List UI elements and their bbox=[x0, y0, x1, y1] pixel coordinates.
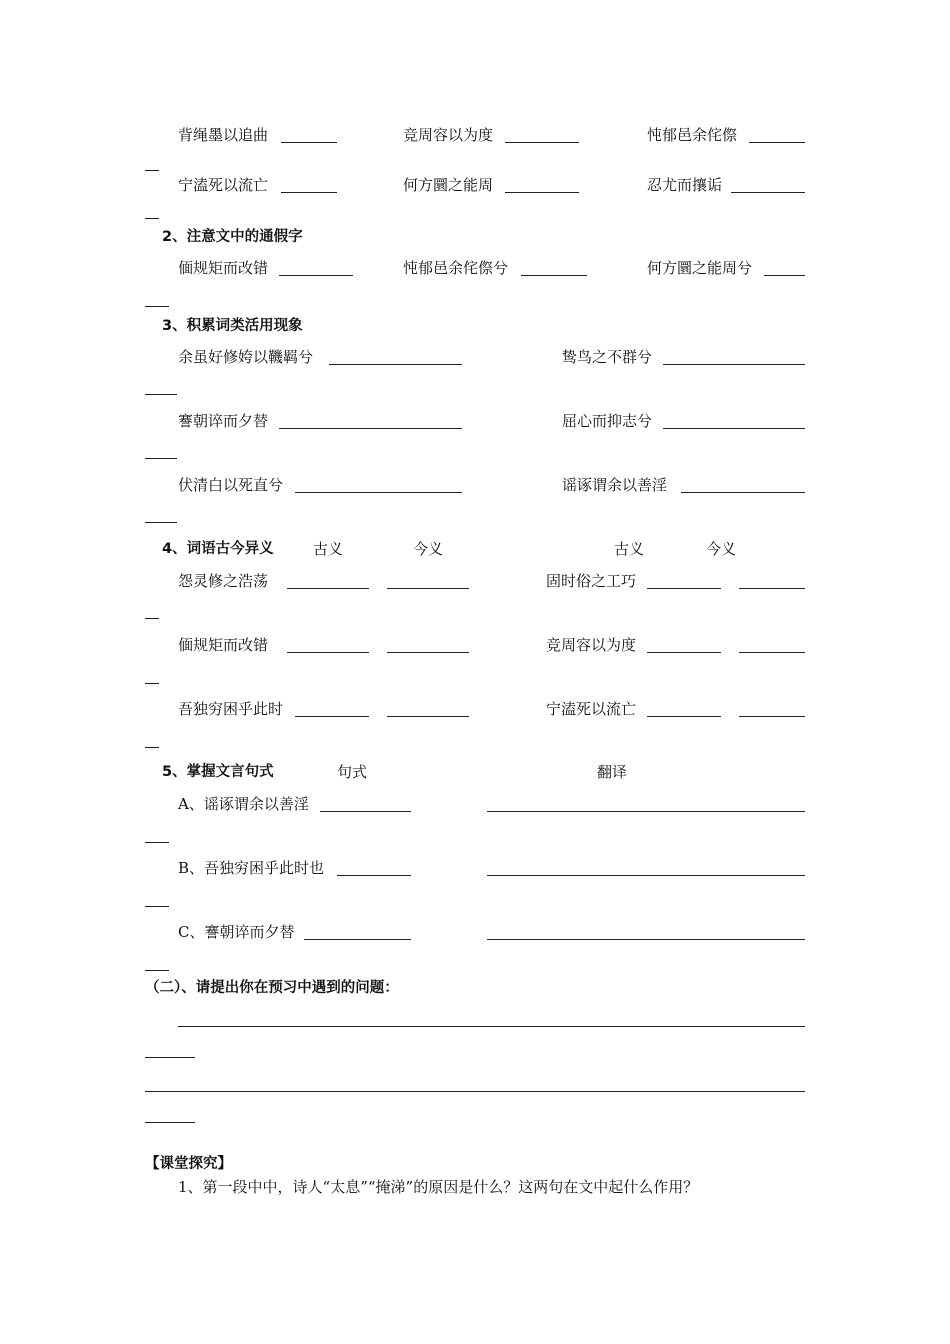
classroom-heading: 【课堂探究】 bbox=[145, 1156, 232, 1172]
section3-heading: 3、积累词类活用现象 bbox=[162, 318, 303, 334]
answer-line-overflow[interactable] bbox=[145, 1057, 195, 1058]
blank[interactable] bbox=[279, 275, 353, 276]
s3-item6: 谣诼谓余以善淫 bbox=[562, 476, 668, 494]
blank[interactable] bbox=[663, 428, 805, 429]
blank[interactable] bbox=[295, 492, 462, 493]
blank-overflow[interactable] bbox=[145, 683, 159, 684]
blank-overflow[interactable] bbox=[145, 970, 169, 971]
blank-ancient[interactable] bbox=[287, 588, 369, 589]
blank-overflow[interactable] bbox=[145, 842, 169, 843]
blank[interactable] bbox=[281, 192, 337, 193]
word: 宁溘死以流亡 bbox=[178, 176, 269, 194]
blank[interactable] bbox=[663, 364, 805, 365]
blank[interactable] bbox=[731, 192, 805, 193]
section2-heading: 2、注意文中的通假字 bbox=[162, 229, 303, 245]
blank-overflow[interactable] bbox=[145, 394, 177, 395]
blank[interactable] bbox=[505, 192, 579, 193]
blank-ancient[interactable] bbox=[287, 652, 369, 653]
blank-overflow[interactable] bbox=[145, 747, 159, 748]
blank[interactable] bbox=[281, 142, 337, 143]
s5-item-a: A、谣诼谓余以善淫 bbox=[178, 795, 309, 813]
blank-ancient[interactable] bbox=[647, 716, 721, 717]
blank-pattern[interactable] bbox=[304, 939, 411, 940]
col-ancient-right: 古义 bbox=[614, 540, 645, 558]
blank-translation[interactable] bbox=[487, 811, 805, 812]
s3-item4: 屈心而抑志兮 bbox=[562, 412, 653, 430]
blank-ancient[interactable] bbox=[647, 588, 721, 589]
s1-row1-item2 bbox=[403, 125, 493, 145]
s4-item4: 竞周容以为度 bbox=[546, 636, 637, 654]
col-modern-right: 今义 bbox=[706, 540, 737, 558]
blank-overflow[interactable] bbox=[145, 306, 169, 307]
blank[interactable] bbox=[681, 492, 805, 493]
blank-translation[interactable] bbox=[487, 939, 805, 940]
word: 忳郁邑余侘傺 bbox=[647, 126, 738, 144]
s1-row2-item3 bbox=[647, 175, 722, 195]
s4-item1: 怨灵修之浩荡 bbox=[178, 572, 269, 590]
blank-overflow[interactable] bbox=[145, 458, 177, 459]
blank-modern[interactable] bbox=[739, 716, 805, 717]
s1-row2-item2 bbox=[403, 175, 493, 195]
s1-row1-item3 bbox=[647, 125, 737, 145]
answer-line[interactable] bbox=[145, 1091, 805, 1092]
blank-overflow[interactable] bbox=[145, 522, 177, 523]
questions-heading: （二）、请提出你在预习中遇到的问题： bbox=[145, 980, 399, 996]
blank-ancient[interactable] bbox=[295, 716, 369, 717]
col-ancient-left: 古义 bbox=[313, 540, 344, 558]
blank-overflow[interactable] bbox=[145, 170, 159, 171]
s3-item2: 鸷鸟之不群兮 bbox=[562, 348, 653, 366]
s3-item1: 余虽好修姱以鞿羁兮 bbox=[178, 348, 314, 366]
blank[interactable] bbox=[279, 428, 462, 429]
blank-pattern[interactable] bbox=[337, 875, 411, 876]
s2-item2: 忳郁邑余侘傺兮 bbox=[403, 259, 509, 277]
blank-ancient[interactable] bbox=[647, 652, 721, 653]
s4-item5: 吾独穷困乎此时 bbox=[178, 700, 284, 718]
section5-heading: 5、掌握文言句式 bbox=[162, 764, 274, 780]
s1-row2-item1 bbox=[178, 175, 268, 195]
blank-modern[interactable] bbox=[739, 652, 805, 653]
blank[interactable] bbox=[329, 364, 462, 365]
s2-item1: 偭规矩而改错 bbox=[178, 259, 269, 277]
blank-overflow[interactable] bbox=[145, 218, 159, 219]
blank[interactable] bbox=[749, 142, 805, 143]
word: 竞周容以为度 bbox=[403, 126, 494, 144]
blank-modern[interactable] bbox=[387, 716, 469, 717]
s4-item6: 宁溘死以流亡 bbox=[546, 700, 637, 718]
blank-modern[interactable] bbox=[739, 588, 805, 589]
s5-item-b: B、吾独穷困乎此时也 bbox=[178, 859, 325, 877]
section4-heading: 4、词语古今异义 bbox=[162, 541, 274, 557]
s2-item3: 何方圜之能周兮 bbox=[647, 259, 753, 277]
blank[interactable] bbox=[505, 142, 579, 143]
col-pattern: 句式 bbox=[337, 763, 368, 781]
answer-line-overflow[interactable] bbox=[145, 1122, 195, 1123]
col-translation: 翻译 bbox=[597, 763, 628, 781]
blank-overflow[interactable] bbox=[145, 906, 169, 907]
blank-modern[interactable] bbox=[387, 652, 469, 653]
classroom-question-1: 1、第一段中中，诗人“太息”“掩涕”的原因是什么？这两句在文中起什么作用？ bbox=[178, 1178, 699, 1196]
answer-line[interactable] bbox=[178, 1026, 805, 1027]
word: 忍尤而攘诟 bbox=[647, 176, 723, 194]
col-modern-left: 今义 bbox=[413, 540, 444, 558]
s3-item3: 謇朝谇而夕替 bbox=[178, 412, 269, 430]
blank-pattern[interactable] bbox=[320, 811, 411, 812]
s4-item3: 偭规矩而改错 bbox=[178, 636, 269, 654]
s3-item5: 伏清白以死直兮 bbox=[178, 476, 284, 494]
blank-overflow[interactable] bbox=[145, 618, 159, 619]
blank-translation[interactable] bbox=[487, 875, 805, 876]
blank[interactable] bbox=[521, 275, 587, 276]
word: 何方圜之能周 bbox=[403, 176, 494, 194]
s4-item2: 固时俗之工巧 bbox=[546, 572, 637, 590]
s1-row1-item1: 背绳墨以追曲 bbox=[178, 126, 269, 144]
s5-item-c: C、謇朝谇而夕替 bbox=[178, 923, 295, 941]
blank-modern[interactable] bbox=[387, 588, 469, 589]
blank[interactable] bbox=[764, 275, 805, 276]
